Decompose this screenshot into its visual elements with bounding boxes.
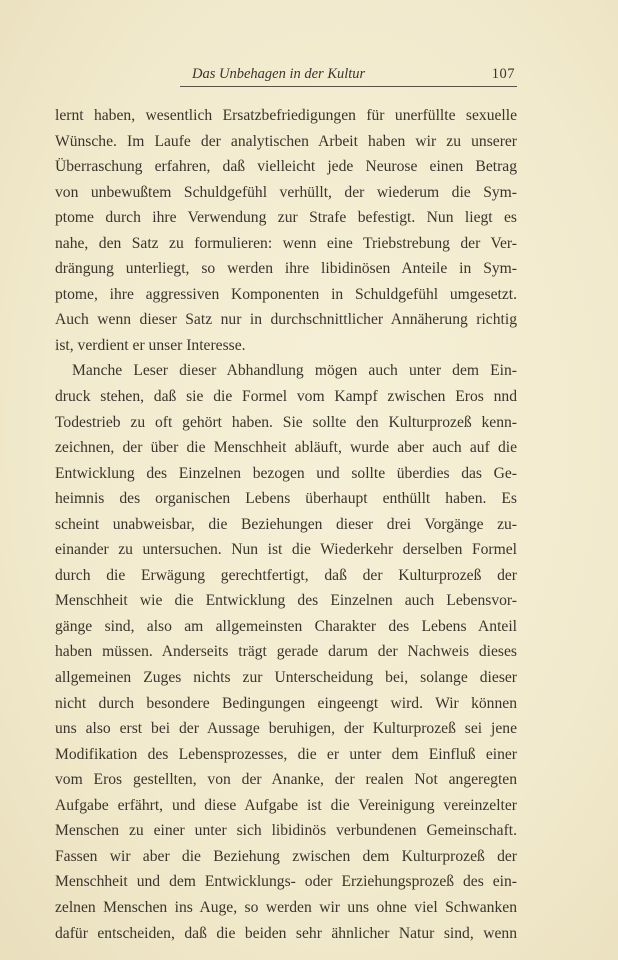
text-line: dafür entscheiden, daß die beiden sehr ähnlicher Natur sind, wenn: [55, 924, 517, 942]
text-line: gänge sind, also am allgemeinsten Charakter des Lebens Anteil: [55, 617, 517, 635]
text-line: Fassen wir aber die Beziehung zwischen dem Kulturprozeß der: [55, 847, 517, 865]
text-line: Modifikation des Lebensprozesses, die er unter dem Einfluß einer: [55, 745, 517, 763]
text-line: Aufgabe erfährt, und diese Aufgabe ist die Vereinigung vereinzelter: [55, 796, 517, 814]
text-line: Menschen zu einer unter sich libidinös verbundenen Gemeinschaft.: [55, 822, 517, 840]
text-line: von unbewußtem Schuldgefühl verhüllt, der wiederum die Sym-: [55, 183, 517, 201]
text-line: allgemeinen Zuges nichts zur Unterscheidung bei, solange dieser: [55, 669, 517, 687]
running-title: Das Unbehagen in der Kultur: [192, 66, 366, 82]
text-line: Auch wenn dieser Satz nur in durchschnittlicher Annäherung richtig: [55, 311, 517, 329]
text-line: vom Eros gestellten, von der Ananke, der realen Not angeregten: [55, 771, 517, 789]
text-line: druck stehen, daß sie die Formel vom Kampf zwischen Eros nnd: [55, 388, 517, 406]
text-line: ptome, ihre aggressiven Komponenten in Schuldgefühl umgesetzt.: [55, 285, 517, 303]
paragraph: [55, 103, 517, 358]
text-line: Manche Leser dieser Abhandlung mögen auch unter dem Ein-: [72, 362, 517, 380]
text-line: Entwicklung des Einzelnen bezogen und sollte überdies das Ge-: [55, 464, 517, 482]
text-line: lernt haben, wesentlich Ersatzbefriedigungen für unerfüllte sexuelle: [55, 107, 517, 124]
text-line: Überraschung erfahren, daß vielleicht jede Neurose einen Betrag: [55, 158, 517, 176]
text-line: Wünsche. Im Laufe der analytischen Arbeit haben wir zu unserer: [55, 132, 517, 150]
page-number: 107: [491, 66, 515, 82]
text-line: ist, verdient er unser Interesse.: [55, 336, 246, 354]
text-line: zelnen Menschen ins Auge, so werden wir uns ohne viel Schwanken: [55, 898, 517, 916]
text-line: einander zu untersuchen. Nun ist die Wiederkehr derselben Formel: [55, 541, 517, 559]
text-line: Menschheit wie die Entwicklung des Einzelnen auch Lebensvor-: [55, 592, 517, 610]
text-line: scheint unabweisbar, die Beziehungen dieser drei Vorgänge zu-: [55, 515, 517, 533]
body-text: [55, 103, 517, 946]
text-line: ptome durch ihre Verwendung zur Strafe befestigt. Nun liegt es: [55, 209, 517, 227]
text-line: Menschheit und dem Entwicklungs- oder Erziehungsprozeß des ein-: [55, 873, 517, 891]
text-line: haben müssen. Anderseits trägt gerade darum der Nachweis dieses: [55, 643, 517, 661]
text-line: zeichnen, der über die Menschheit abläuft, wurde aber auch auf die: [55, 439, 517, 457]
text-line: nicht durch besondere Bedingungen eingeengt wird. Wir können: [55, 694, 517, 712]
text-line: Todestrieb zu oft gehört haben. Sie sollte den Kulturprozeß kenn-: [55, 413, 517, 431]
text-line: nahe, den Satz zu formulieren: wenn eine Triebstrebung der Ver-: [55, 234, 517, 252]
text-line: heimnis des organischen Lebens überhaupt enthüllt haben. Es: [55, 490, 517, 508]
text-line: durch die Erwägung gerechtfertigt, daß der Kulturprozeß der: [55, 566, 517, 584]
paragraph: [55, 358, 517, 946]
text-line: uns also erst bei der Aussage beruhigen, der Kulturprozeß sei jene: [55, 720, 517, 738]
text-line: drängung unterliegt, so werden ihre libidinösen Anteile in Sym-: [55, 260, 517, 278]
running-header: [180, 64, 517, 87]
